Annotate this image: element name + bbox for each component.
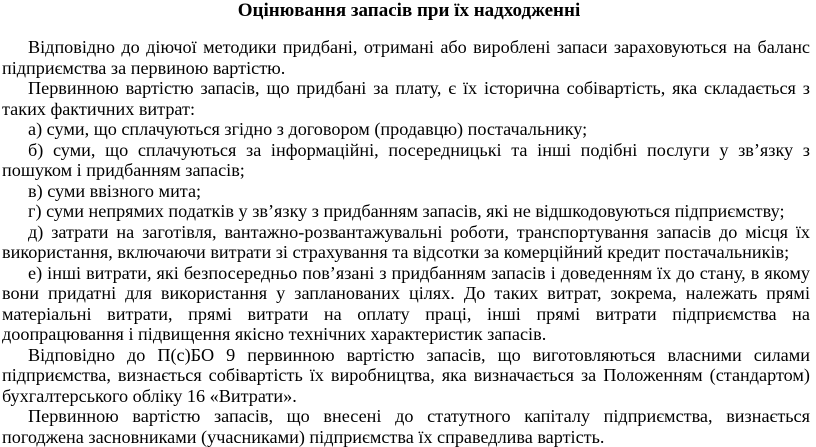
paragraph-intro: Відповідно до діючої методики придбані, отримані або вироблені запаси зараховуються на баланс підприємства за первиною вартістю.: [2, 37, 810, 78]
list-item-e: е) інші витрати, які безпосередньо пов’язані з придбанням запасів і доведенням їх до стану, в якому вони придатні для використання у запланованих цілях. До таких витрат, зокрема, належать прямі матеріальні витрати, прямі витрати на оплату праці, інші прямі витрати підприємства на доопрацювання і підвищення якісно технічних характеристик запасів.: [2, 262, 810, 344]
list-item-d: д) затрати на заготівля, вантажно-розвантажувальні роботи, транспортування запасів до місця їх використання, включаючи витрати зі страхування та відсотки за комерційний кредит постачальників;: [2, 221, 810, 262]
paragraph-contributed-inventory: Первинною вартістю запасів, що внесені до статутного капіталу підприємства, визнається погоджена засновниками (учасниками) підприємства їх справедлива вартість.: [2, 406, 810, 447]
page-title: Оцінювання запасів при їх надходженні: [237, 0, 581, 21]
title-spacer: [2, 22, 810, 37]
list-item-b: б) суми, що сплачуються за інформаційні, посередницькі та інші подібні послуги у зв’язку з пошуком і придбанням запасів;: [2, 139, 810, 180]
paragraph-purchase-cost: Первинною вартістю запасів, що придбані за плату, є їх історична собівартість, яка складається з таких фактичних витрат:: [2, 78, 810, 119]
list-item-g: г) суми непрямих податків у зв’язку з придбанням запасів, які не відшкодовуються підприємству;: [28, 201, 785, 221]
paragraph-produced-inventory: Відповідно до П(с)БО 9 первинною вартістю запасів, що виготовляються власними силами підприємства, визнається собівартість їх виробництва, яка визначається за Положенням (стандартом) бухгалтерського обліку 16 «Витрати».: [2, 344, 810, 406]
list-item-v: в) суми ввізного мита;: [28, 180, 202, 201]
list-item-a: а) суми, що сплачуються згідно з договором (продавцю) постачальнику;: [28, 119, 588, 139]
